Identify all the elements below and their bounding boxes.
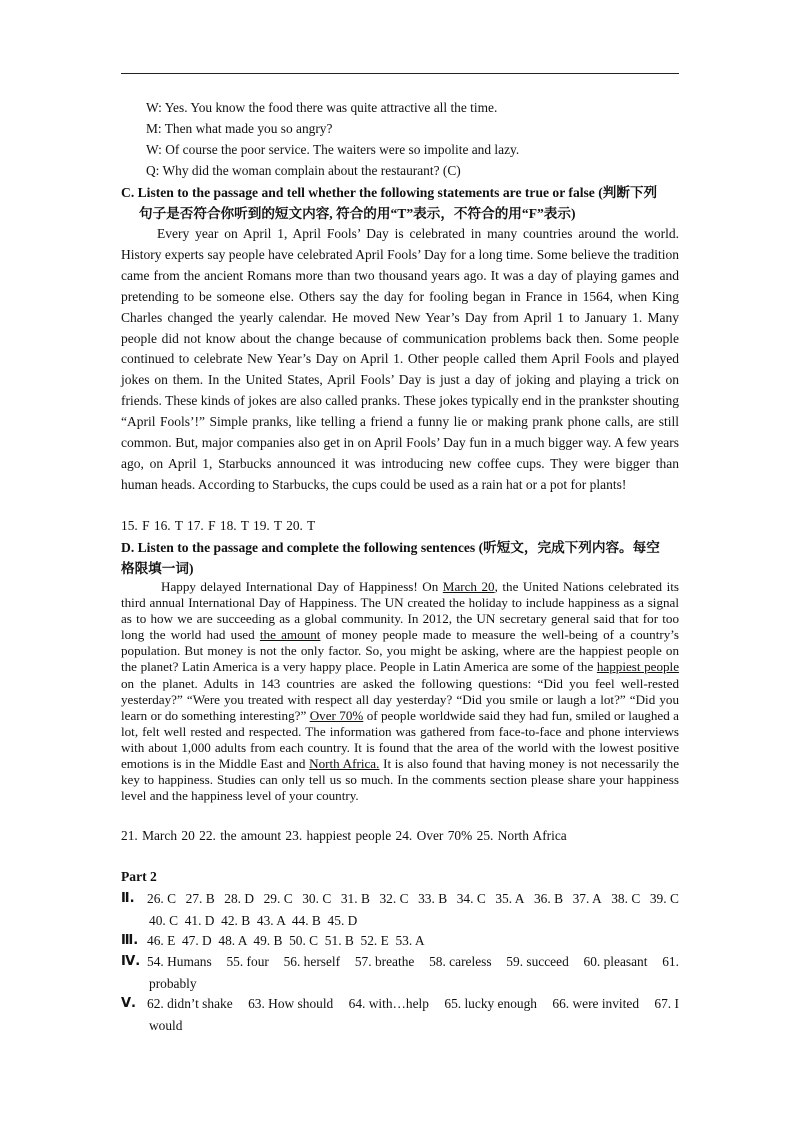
answer-item: 65. lucky enough [444, 996, 537, 1011]
answer-item: 60. pleasant [583, 954, 648, 969]
answer-item: 63. How should [248, 996, 334, 1011]
answer-item: 36. B [533, 891, 564, 906]
answer-item: 34. C [456, 891, 486, 906]
answer-item: 37. A [572, 891, 602, 906]
passage-text: on the planet. Adults in 143 countries are asked the following questions: “Did you feel well-rested yesterday?” “Were you treated with respect all day yesterday? “Did you smile or laugh a lot?” “Did you learn or do something interesting?” [121, 675, 679, 723]
section-c-passage: Every year on April 1, April Fools’ Day is celebrated in many countries around the world. History experts say people have celebrated April Fools’ Day for a long time. Some believe the tradition came from the ancient Romans more than two thousand years ago. It was a day of playing games and pretending to be someone else. Others say the day for fooling began in France in 1564, when King Charles changed the yearly calendar. He moved New Year’s Day from April 1 to January 1. Many people did not know about the change because of communication problems back then. Some people continued to celebrate New Year’s Day on April 1. Other people called them April Fools and played jokes on them. In the United States, April Fools’ Day is just a day of joking and playing a trick on friends. These kinds of jokes are also called pranks. These jokes typically end in the prankster shouting “April Fools’!” Simple pranks, like telling a friend a funny lie or making prank phone calls, are still common. But, major companies also get in on April Fools’ Day fun in a much bigger way. A few years ago, on April 1, Starbucks announced it was introducing new coffee cups. They were bigger than human heads. According to Starbucks, the cups could be used as a rain hat or a pot for plants! [121, 226, 679, 492]
answer-item: 28. D [224, 891, 255, 906]
section-d-passage [121, 579, 679, 804]
passage-text: Happy delayed International Day of Happiness! On [161, 579, 443, 594]
answer-item: 27. B [185, 891, 215, 906]
answer-blank: March 20 [442, 579, 495, 594]
section-d-answers: 21. March 20 22. the amount 23. happiest people 24. Over 70% 25. North Africa [121, 828, 567, 843]
passage-text: It is also found that having money is not necessarily the key to happiness. Studies can only tell us so much. In the comments section please share your happiness level and the happiness level of your country. [121, 756, 680, 804]
section-d-heading-line2: 格限填一词) [121, 561, 194, 576]
answer-item: 59. succeed [506, 954, 569, 969]
answer-item: 29. C [263, 891, 293, 906]
answer-item: 31. B [340, 891, 370, 906]
answer-item: 67. I [654, 996, 679, 1011]
dialogue-line: M: Then what made you so angry? [146, 121, 333, 136]
answer-item: 62. didn’t shake [147, 996, 233, 1011]
passage-text: , the United Nations celebrated its third annual International Day of Happiness. The UN created the holiday to include happiness as a signal as to how we are succeeding as a global community. In 2012, the UN secretary general said that for too long the world had used [121, 579, 679, 643]
answer-item: 56. herself [283, 954, 341, 969]
answer-item: 30. C [302, 891, 332, 906]
roman-numeral: Ⅲ. [121, 933, 139, 948]
dialogue-line: W: Of course the poor service. The waiters were so impolite and lazy. [146, 142, 520, 157]
dialogue-question: Q: Why did the woman complain about the restaurant? (C) [146, 163, 461, 178]
section-c-heading-line2: 句子是否符合你听到的短文内容, 符合的用“T”表示，不符合的用“F”表示) [139, 206, 576, 221]
section-d-heading-line1: D. Listen to the passage and complete the following sentences (听短文，完成下列内容。每空 [121, 540, 660, 555]
answer-continuation: 40. C 41. D 42. B 43. A 44. B 45. D [149, 912, 358, 928]
section-c-heading [121, 182, 681, 224]
part2-title: Part 2 [121, 869, 157, 884]
answer-row [121, 951, 679, 994]
answer-blank: North Africa. [309, 756, 380, 772]
answer-item: 46. E 47. D 48. A 49. B 50. C 51. B 52. E 53. A [147, 933, 425, 948]
answer-continuation: would [149, 1017, 183, 1033]
answer-item: 57. breathe [354, 954, 415, 969]
answer-item: 64. with…help [348, 996, 429, 1011]
answer-item: 32. C [379, 891, 409, 906]
roman-numeral: Ⅳ. [121, 954, 141, 969]
section-d-heading [121, 537, 681, 579]
passage-text: of people worldwide said they had fun, smiled or laughed a lot, felt well rested and respected. The information was gathered from face-to-face and phone interviews with about 1,000 adults from each country. It is found that the area of the world with the lowest positive emotions is in the Middle East and [121, 707, 679, 772]
answer-item: 54. Humans [147, 954, 212, 969]
roman-numeral: Ⅴ. [121, 996, 136, 1011]
header-rule [121, 73, 679, 74]
answer-item: 55. four [226, 954, 269, 969]
answer-row [121, 930, 679, 952]
answer-item: 66. were invited [552, 996, 640, 1011]
answer-item: 61. [662, 954, 679, 969]
answer-continuation: probably [149, 975, 197, 991]
answer-item: 33. B [418, 891, 448, 906]
answer-row [121, 993, 679, 1036]
answer-blank: happiest people [596, 659, 680, 675]
answer-item: 26. C [147, 891, 177, 906]
roman-numeral: Ⅱ. [121, 891, 135, 906]
answer-blank: Over 70% [309, 707, 364, 723]
section-c-heading-line1: C. Listen to the passage and tell whether the following statements are true or false (判断下列 [121, 185, 658, 200]
answer-blank: the amount [259, 627, 321, 643]
dialogue-line: W: Yes. You know the food there was quite attractive all the time. [146, 100, 498, 115]
answer-item: 35. A [495, 891, 525, 906]
answer-item: 39. C [649, 891, 679, 906]
section-c-answers: 15. F 16. T 17. F 18. T 19. T 20. T [121, 518, 316, 533]
answer-item: 58. careless [429, 954, 492, 969]
passage-text: of money people made to measure the well-being of a country’s population. But money is not the only factor. So, you might be asking, where are the happiest people on the planet? Latin America is a very happy place. People in Latin America are some of the [121, 627, 679, 675]
answer-item: 38. C [611, 891, 641, 906]
answer-row [121, 888, 679, 931]
